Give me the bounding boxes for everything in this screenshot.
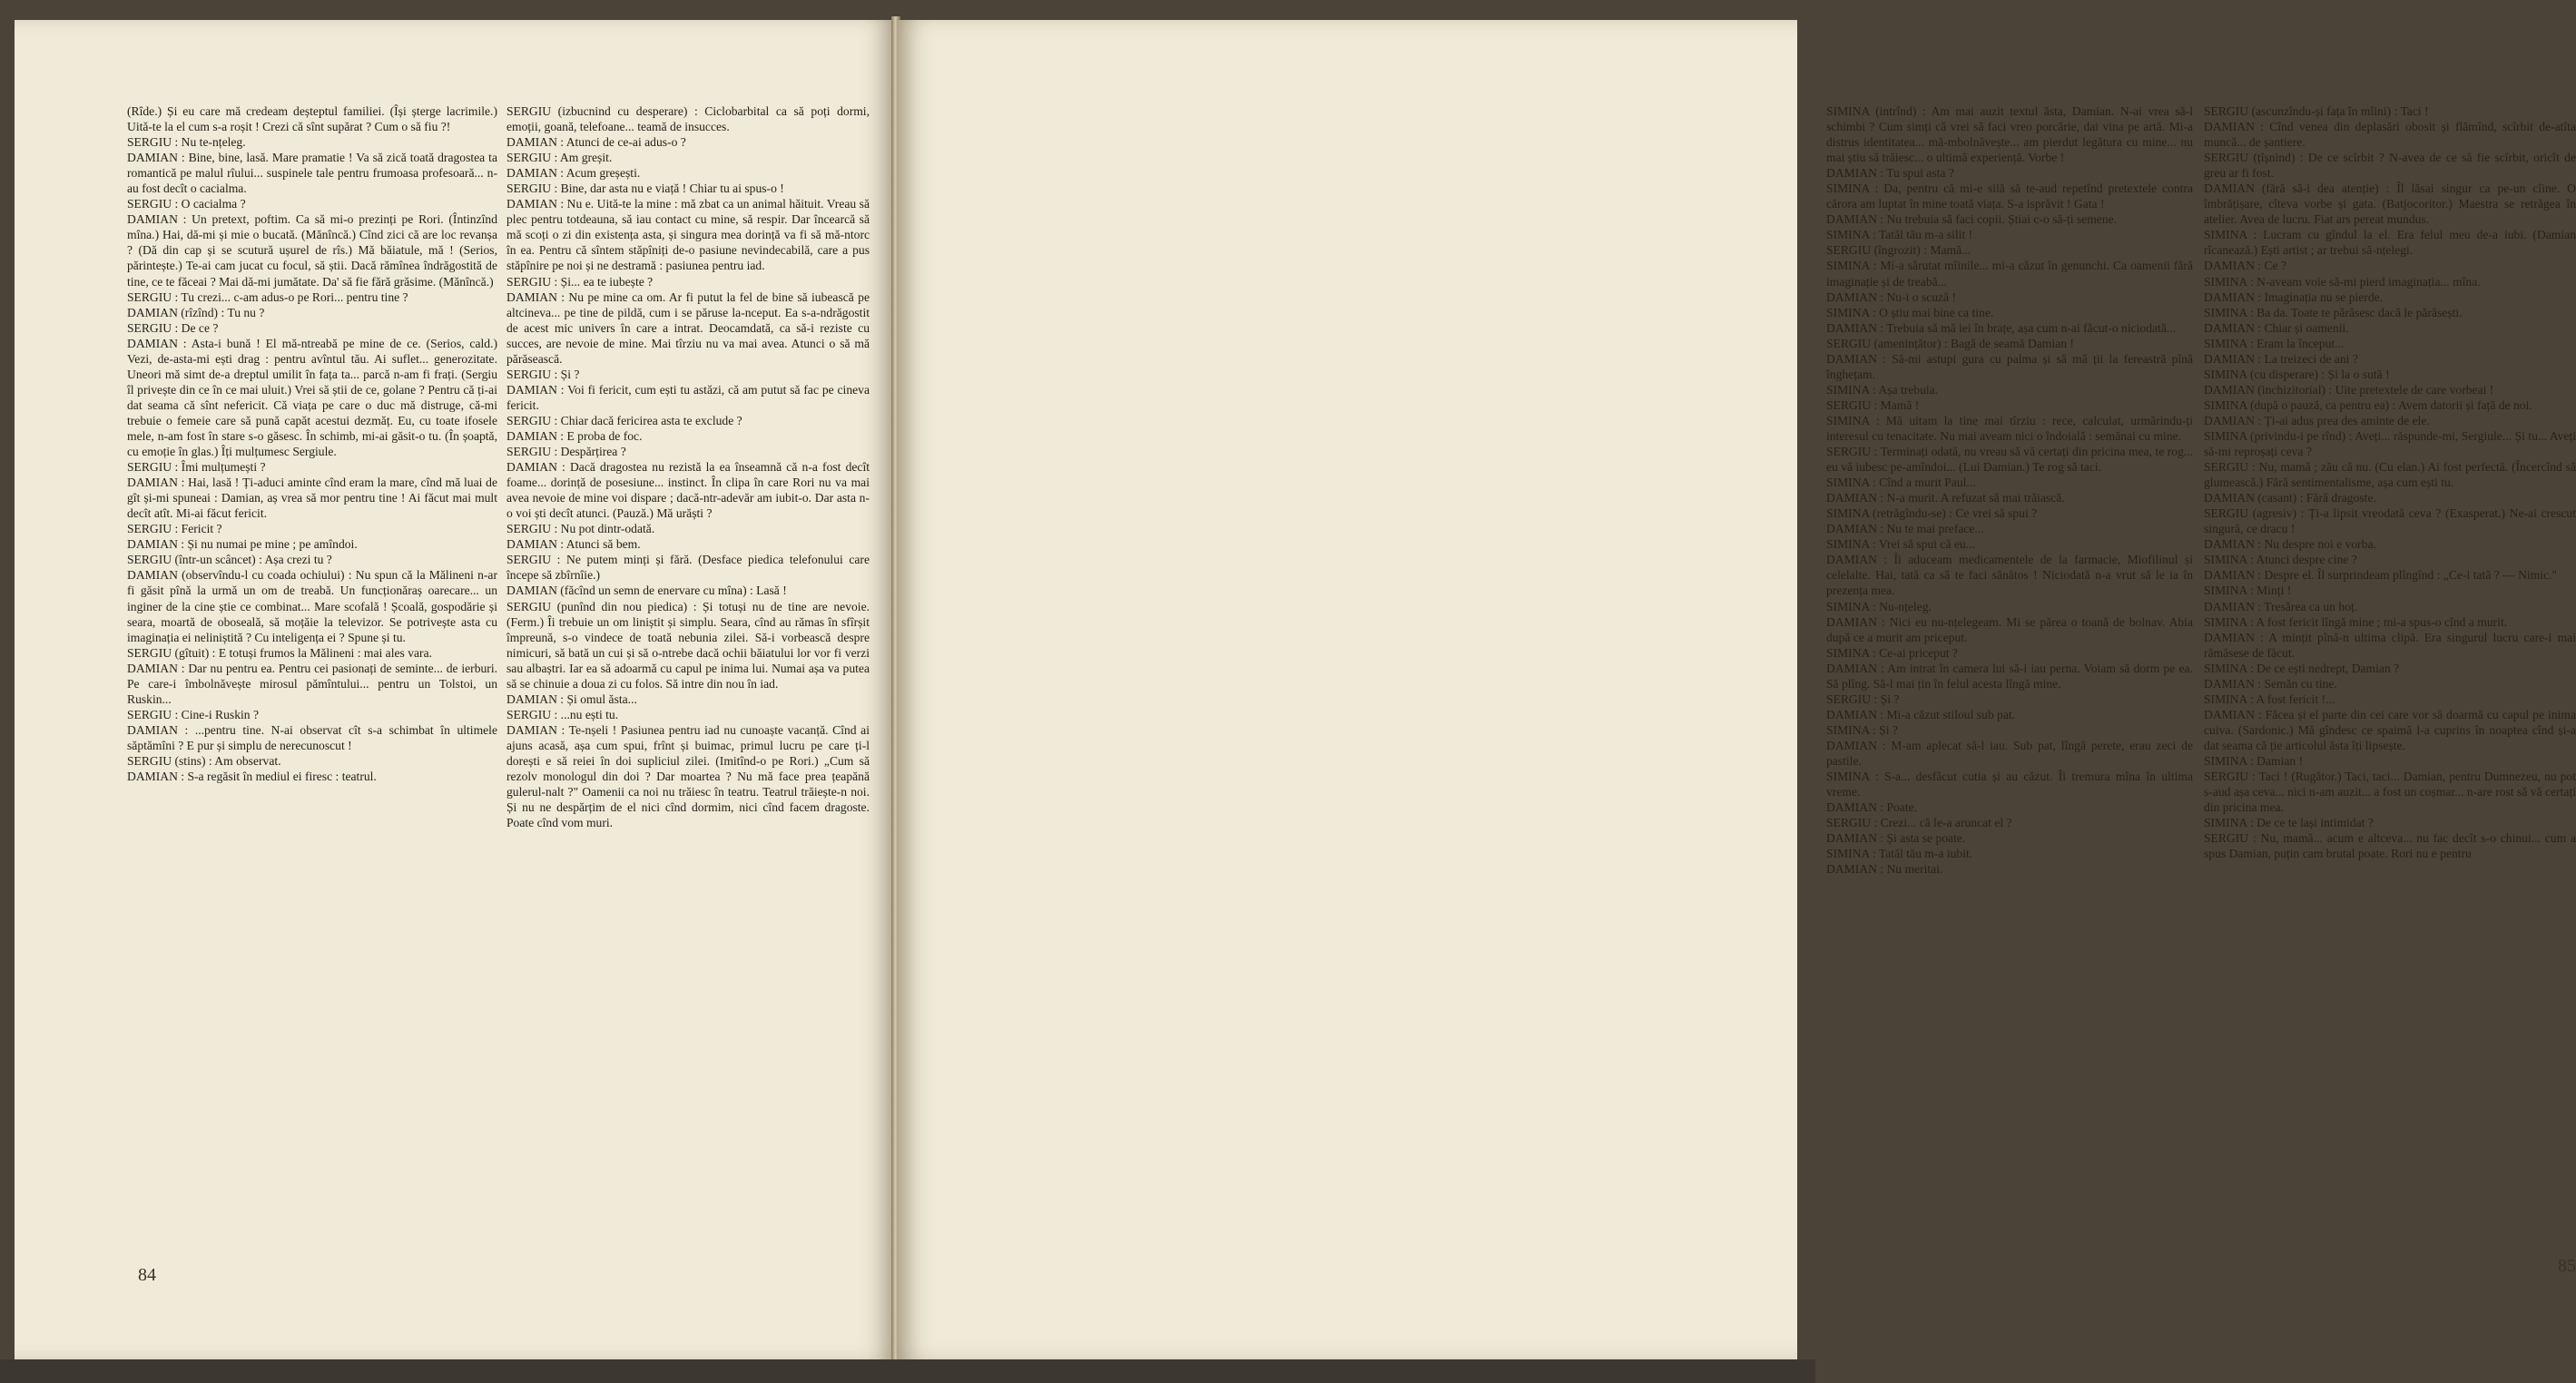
- dialogue-line: SIMINA : Nu-nțeleg.: [1826, 599, 1932, 613]
- dialogue-line: DAMIAN : Tresărea ca un hoț.: [2204, 599, 2358, 613]
- dialogue-line: SERGIU : Și ?: [506, 367, 580, 381]
- dialogue-line: DAMIAN (făcînd un semn de enervare cu mîna) : Lasă !: [506, 584, 787, 598]
- dialogue-line: DAMIAN (fără să-i dea atenție) : Îl lăsai singur ca pe-un cîine. O îmbrățișare, cîteva vorbe și gata. (Batjocoritor.) Maestra se retrăgea în atelier. Avea de lucru. Fiat ars pereat mundus.: [2204, 181, 2576, 227]
- dialogue-line: SIMINA : A fost fericit !...: [2204, 692, 2335, 706]
- dialogue-line: DAMIAN : E proba de foc.: [506, 428, 643, 443]
- dialogue-line: DAMIAN : Și omul ăsta...: [506, 692, 637, 706]
- dialogue-line: DAMIAN (casant) : Fără dragoste.: [2204, 491, 2376, 505]
- dialogue-line: SIMINA : Și ?: [1826, 722, 1898, 737]
- dialogue-line: SERGIU (gîtuit) : E totuși frumos la Mălineni : mai ales vara.: [127, 645, 433, 660]
- dialogue-line: SIMINA : S-a... desfăcut cutia și au căzut. Îi tremura mîna în ultima vreme.: [1826, 770, 2193, 799]
- dialogue-line: DAMIAN : Mi-a căzut stiloul sub pat.: [1826, 707, 2016, 721]
- dialogue-line: DAMIAN : Chiar și oamenii.: [2204, 320, 2349, 335]
- dialogue-line: (Rîde.) Și eu care mă credeam deșteptul familiei. (Își șterge lacrimile.) Uită-te la el cum s-a roșit ! Crezi că sînt supărat ? Cum o să fiu ?!: [127, 104, 497, 134]
- dialogue-line: SIMINA : Așa trebuia.: [1826, 382, 1939, 397]
- dialogue-line: DAMIAN : Și asta se poate.: [1826, 831, 1966, 846]
- dialogue-line: DAMIAN : Cînd venea din deplasări obosit și flămînd, scîrbit de-atîta muncă... de șantiere.: [2204, 120, 2576, 150]
- dialogue-line: DAMIAN (rîzînd) : Tu nu ?: [127, 305, 265, 319]
- dialogue-line: DAMIAN : Ți-ai adus prea des aminte de ele.: [2204, 413, 2430, 427]
- dialogue-line: SIMINA (cu disperare) : Și la o sută !: [2204, 367, 2390, 381]
- dialogue-line: DAMIAN : Hai, lasă ! Ți-aduci aminte cînd eram la mare, cînd mă luai de gît și-mi spuneai : Damian, aș vrea să mor pentru tine ! Ai făcut mai mult decît atît. Mi-ai făcut fericit.: [127, 476, 497, 521]
- dialogue-line: SERGIU (stins) : Am observat.: [127, 753, 281, 768]
- dialogue-line: SERGIU : Fericit ?: [127, 522, 222, 536]
- dialogue-line: DAMIAN : Nu trebuia să faci copii. Știai c-o să-ți semene.: [1826, 212, 2118, 227]
- dialogue-line: DAMIAN : A mințit pînă-n ultima clipă. Era singurul lucru care-i mai rămăsese de făcut.: [2204, 630, 2576, 660]
- dialogue-line: SIMINA : Ce-ai priceput ?: [1826, 645, 1958, 660]
- dialogue-line: SIMINA : De ce te lași intimidat ?: [2204, 816, 2374, 830]
- left-page: [15, 20, 893, 1359]
- dialogue-line: SIMINA : Tatăl tău m-a silit !: [1826, 228, 1973, 242]
- dialogue-line: SIMINA (retrăgîndu-se) : Ce vrei să spui ?: [1826, 506, 2038, 521]
- dialogue-line: DAMIAN : Bine, bine, lasă. Mare pramatie ! Va să zică toată dragostea ta romantică pe malul rîului... suspinele tale pentru frumoasa profesoară... n-au fost decît o cacialma.: [127, 151, 497, 196]
- dialogue-line: SERGIU (țîșnind) : De ce scîrbit ? N-avea de ce să fie scîrbit, oricît de greu ar fi fost.: [2204, 151, 2576, 181]
- dialogue-line: SERGIU : Cine-i Ruskin ?: [127, 707, 259, 721]
- dialogue-line: DAMIAN : Atunci de ce-ai adus-o ?: [506, 135, 686, 150]
- dialogue-line: SIMINA : Tatăl tău m-a iubit.: [1826, 847, 1973, 861]
- dialogue-line: SIMINA : A fost fericit lîngă mine ; mi-a spus-o cînd a murit.: [2204, 614, 2508, 629]
- dialogue-line: DAMIAN : ...pentru tine. N-ai observat cît s-a schimbat în ultimele săptămîni ? E pur și simplu de nerecunoscut !: [127, 722, 497, 752]
- dialogue-line: DAMIAN : Trebuia să mă iei în brațe, așa cum n-ai făcut-o niciodată...: [1826, 320, 2177, 335]
- dialogue-line: SIMINA : Da, pentru că mi-e silă să te-aud repetînd pretextele contra cărora am luptat în mine toată viața. S-a isprăvit ! Gata !: [1826, 181, 2193, 211]
- dialogue-line: SIMINA : Atunci despre cine ?: [2204, 553, 2357, 567]
- dialogue-line: SERGIU : Am greșit.: [506, 151, 613, 165]
- dialogue-line: SERGIU : Ne putem minți și fără. (Desface piedica telefonului care începe să zbîrnîie.): [506, 553, 870, 583]
- dialogue-line: SIMINA : Eram la început...: [2204, 336, 2345, 350]
- dialogue-line: SERGIU : Nu te-nțeleg.: [127, 135, 246, 150]
- dialogue-line: SERGIU : Mamă !: [1826, 397, 1920, 412]
- dialogue-line: SIMINA : Ba da. Toate te părăsesc dacă le părăsești.: [2204, 305, 2463, 319]
- dialogue-line: DAMIAN : Poate.: [1826, 800, 1918, 815]
- dialogue-line: DAMIAN : Semăn cu tine.: [2204, 676, 2337, 691]
- dialogue-line: DAMIAN : Nu-i o scuză !: [1826, 289, 1957, 304]
- dialogue-line: DAMIAN : Nu despre noi e vorba.: [2204, 537, 2376, 552]
- dialogue-line: SERGIU (amenințător) : Bagă de seamă Damian !: [1826, 336, 2074, 350]
- dialogue-line: DAMIAN : Nu meritai.: [1826, 862, 1943, 877]
- dialogue-line: SIMINA (intrînd) : Am mai auzit textul ăsta, Damian. N-ai vrea să-l schimbi ? Cum simți că vrei să faci vreo porcărie, dai vina pe artă. Mi-a distrus identitatea... mă-mbolnăvește... am pierdut legătura cu mine... nu mai știu să trăiesc... o ultimă experiență. Vorbe !: [1826, 104, 2193, 165]
- dialogue-line: SERGIU : Taci ! (Rugător.) Taci, taci... Damian, pentru Dumnezeu, nu pot s-aud așa ceva... nici n-am auzit... a fost un coșmar... n-are rost să vă certați din pricina mea.: [2204, 770, 2576, 815]
- dialogue-line: SERGIU : Despărțirea ?: [506, 445, 626, 459]
- dialogue-line: SERGIU : Și ?: [1826, 692, 1900, 706]
- dialogue-line: SERGIU : Și... ea te iubește ?: [506, 274, 654, 289]
- dialogue-line: SIMINA : De ce ești nedrept, Damian ?: [2204, 661, 2400, 675]
- dialogue-line: SERGIU (îngrozit) : Mamă...: [1826, 243, 1971, 258]
- dialogue-line: DAMIAN (inchizitorial) : Uite pretextele de care vorbeai !: [2204, 382, 2494, 397]
- book-cover-edge: [0, 1359, 1815, 1383]
- dialogue-line: SERGIU : Îmi mulțumești ?: [127, 460, 266, 475]
- left-page-number: 84: [138, 1265, 156, 1285]
- dialogue-line: DAMIAN : Am intrat în camera lui să-i iau perna. Voiam să dorm pe ea. Să plîng. Să-l mai țin în felul acesta lîngă mine.: [1826, 661, 2193, 691]
- dialogue-line: SERGIU : Nu, mamă... acum e altceva... nu fac decît s-o chinui... cum a spus Damian, puțin cam brutal poate. Rori nu e pentru: [2204, 831, 2576, 861]
- dialogue-line: DAMIAN : M-am aplecat să-l iau. Sub pat, lîngă perete, erau zeci de pastile.: [1826, 738, 2193, 768]
- dialogue-line: SERGIU : De ce ?: [127, 320, 219, 335]
- dialogue-line: SIMINA : Lucram cu gîndul la el. Era felul meu de-a iubi. (Damian rîcanează.) Ești artist ; ar trebui să-nțelegi.: [2204, 228, 2576, 258]
- dialogue-line: SIMINA : Damian !: [2204, 753, 2304, 768]
- dialogue-line: DAMIAN : Un pretext, poftim. Ca să mi-o prezinți pe Rori. (Întinzînd mîna.) Hai, dă-mi și mie o bucată. (Mănîncă.) Cînd zici că are loc revanșa ? (Dă din cap și se scutură ușurel de rîs.) Mă băiatule, mă ! (Serios, părintește.) Te-ai cam jucat cu focul, să știi. Dacă rămînea îndrăgostită de tine, ce te făceai ? Mai dă-mi jumătate. Da' să fie fără grăsime. (Mănîncă.): [127, 212, 497, 289]
- dialogue-line: DAMIAN (observîndu-l cu coada ochiului) : Nu spun că la Mălineni n-ar fi găsit pînă la urmă un om de treabă. Un funcționăraș oarecare... un inginer de la cine știe ce combinat... Mare scofală ! Școală, gospodărie și seara, moartă de oboseală, să moțăie la televizor. Se potrivește asta cu imaginația ei neliniștită ? Cu inteligența ei ? Spune și tu.: [127, 568, 497, 644]
- dialogue-line: SIMINA : Minți !: [2204, 584, 2292, 598]
- dialogue-line: DAMIAN : Îi aduceam medicamentele de la farmacie, Miofilinul și celelalte. Hai, tată ca să te faci sănătos ! Niciodată n-a vrut să le ia în prezența mea.: [1826, 553, 2193, 598]
- dialogue-line: DAMIAN : Făcea și el parte din cei care vor să doarmă cu capul pe inima cuiva. (Sardonic.) Mă gîndesc ce spaimă l-a cuprins în noaptea cînd și-a dat seama că ție articolul ăsta îți lipsește.: [2204, 707, 2576, 752]
- dialogue-line: SERGIU : Terminați odată, nu vreau să vă certați din pricina mea, te rog... eu vă iubesc pe-amîndoi... (Lui Damian.) Te rog să taci.: [1826, 445, 2193, 475]
- dialogue-line: DAMIAN : Dacă dragostea nu rezistă la ea înseamnă că n-a fost decît foame... dorință de posesiune... instinct. În clipa în care Rori nu va mai avea nevoie de mine voi dispare ; dacă-ntr-adevăr am iubit-o. Dar asta n-o voi ști decît atunci. (Pauză.) Mă urăști ?: [506, 460, 870, 521]
- dialogue-line: SERGIU (ascunzîndu-și fața în mîini) : Taci !: [2204, 104, 2429, 118]
- dialogue-line: DAMIAN : Asta-i bună ! El mă-ntreabă pe mine de ce. (Serios, cald.) Vezi, de-asta-mi ești drag : pentru avîntul tău. Ai suflet... generozitate. Uneori mă simt de-a dreptul umilit în fața ta... parcă n-am fi frați. (Sergiu îl privește din ce în ce mai uluit.) Vrei să știi de ce, golane ? Pentru că ți-ai dat seama că sînt nefericit. Că viața pe care o duc mă distruge, că-mi trebuie o femeie care să pună capăt acestui dezmăț. Eu, cu toate ifosele mele, n-am fost în stare s-o găsesc. În schimb, mi-ai găsit-o tu. (În șoaptă, cu emoție în glas.) Îți mulțumesc Sergiule.: [127, 336, 497, 459]
- left-page-column-1: [127, 103, 497, 784]
- dialogue-line: SERGIU : Nu pot dintr-odată.: [506, 522, 655, 536]
- dialogue-line: SERGIU : Nu, mamă ; zău că nu. (Cu elan.) Ai fost perfectă. (Încercînd să glumească.) Fără sentimentalisme, așa cum ești tu.: [2204, 460, 2576, 490]
- dialogue-line: SERGIU : Bine, dar asta nu e viață ! Chiar tu ai spus-o !: [506, 181, 784, 196]
- dialogue-line: SIMINA (după o pauză, ca pentru ea) : Avem datorii și față de noi.: [2204, 397, 2532, 412]
- dialogue-line: SERGIU (izbucnind cu desperare) : Ciclobarbital ca să poți dormi, emoții, goană, telefoane... teamă de insucces.: [506, 104, 870, 134]
- dialogue-line: DAMIAN : Te-nșeli ! Pasiunea pentru iad nu cunoaște vacanță. Cînd ai ajuns acasă, așa cum spui, frînt și buimac, primul lucru pe care ți-l dorești e să reiei în doi supliciul zilei. (Imitînd-o pe Rori.) „Cum să rezolv monologul din doi ? Dar moartea ? Nu mă face prea țeapănă gulerul-nalt ?" Oamenii ca noi nu trăiesc în teatru. Teatrul trăiește-n noi. Și nu ne despărțim de el nici cînd dormim, nici cînd facem dragoste. Poate cînd vom muri.: [506, 722, 870, 830]
- dialogue-line: DAMIAN : Și nu numai pe mine ; pe amîndoi.: [127, 537, 358, 552]
- dialogue-line: DAMIAN : S-a regăsit în mediul ei firesc : teatrul.: [127, 770, 377, 784]
- right-page-number: 85: [2558, 1256, 2576, 1276]
- dialogue-line: DAMIAN : Să-mi astupi gura cu palma și să mă ții la fereastră pînă înghețam.: [1826, 351, 2193, 381]
- right-page-column-2: [2204, 103, 2576, 861]
- dialogue-line: SERGIU : O cacialma ?: [127, 197, 246, 211]
- dialogue-line: DAMIAN : Nu e. Uită-te la mine : mă zbat ca un animal hăituit. Vreau să plec pentru totdeauna, să iau contact cu mine, să respir. Dar încearcă să mă scoți o zi din existența asta, și singura mea dorință va fi să mă-ntorc în ea. Pentru că sîntem stăpîniți de-o pasiune nevindecabilă, care a pus stăpînire pe noi și ne destramă : pasiunea pentru iad.: [506, 197, 870, 273]
- dialogue-line: DAMIAN : Nici eu nu-nțelegeam. Mi se părea o toană de bolnav. Abia după ce a murit am priceput.: [1826, 614, 2193, 644]
- left-page-column-2: [506, 103, 870, 830]
- dialogue-line: SERGIU : Chiar dacă fericirea asta te exclude ?: [506, 413, 742, 427]
- dialogue-line: SIMINA : N-aveam voie să-mi pierd imaginația... mîna.: [2204, 274, 2481, 289]
- dialogue-line: SIMINA : Vrei să spui că eu...: [1826, 537, 1975, 552]
- dialogue-line: SERGIU : ...nu ești tu.: [506, 707, 619, 721]
- dialogue-line: DAMIAN : Atunci să bem.: [506, 537, 641, 552]
- dialogue-line: DAMIAN : Voi fi fericit, cum ești tu astăzi, că am putut să fac pe cineva fericit.: [506, 382, 870, 412]
- right-page-column-1: [1826, 103, 2193, 877]
- dialogue-line: SERGIU (agresiv) : Ți-a lipsit vreodată ceva ? (Exasperat.) Ne-ai crescut singură, ce dracu !: [2204, 506, 2576, 536]
- dialogue-line: DAMIAN : Ce ?: [2204, 259, 2286, 273]
- dialogue-line: SERGIU (într-un scâncet) : Așa crezi tu ?: [127, 553, 332, 567]
- dialogue-line: DAMIAN : Nu te mai preface...: [1826, 522, 1984, 536]
- dialogue-line: SIMINA : Mă uitam la tine mai tîrziu : rece, calculat, urmărindu-ți interesul cu tenacitate. Nu mai aveam nici o îndoială : semănai cu mine.: [1826, 413, 2193, 443]
- dialogue-line: SERGIU : Tu crezi... c-am adus-o pe Rori... pentru tine ?: [127, 289, 408, 304]
- dialogue-line: SIMINA : Cînd a murit Paul...: [1826, 476, 1976, 490]
- dialogue-line: SIMINA : O știu mai bine ca tine.: [1826, 305, 1994, 319]
- dialogue-line: DAMIAN : La treizeci de ani ?: [2204, 351, 2358, 366]
- dialogue-line: DAMIAN : Dar nu pentru ea. Pentru cei pasionați de seminte... de ierburi. Pe care-i îmbolnăvește mirosul pămîntului... pentru un Tolstoi, un Ruskin...: [127, 661, 497, 706]
- dialogue-line: SIMINA (privindu-i pe rînd) : Aveți... răspunde-mi, Sergiule... Și tu... Aveți să-mi reproșați ceva ?: [2204, 428, 2576, 459]
- dialogue-line: SERGIU : Crezi... că le-a aruncat el ?: [1826, 816, 2012, 830]
- dialogue-line: DAMIAN : Despre el. Îl surprindeam plîngînd : „Ce-i tată ? — Nimic.": [2204, 568, 2558, 583]
- dialogue-line: DAMIAN : Acum greșești.: [506, 166, 641, 181]
- dialogue-line: DAMIAN : Tu spui asta ?: [1826, 166, 1954, 181]
- dialogue-line: SIMINA : Mi-a sărutat mîinile... mi-a căzut în genunchi. Ca oamenii fără imaginație și de treabă...: [1826, 259, 2193, 289]
- dialogue-line: SERGIU (punînd din nou piedica) : Și totuși nu de tine are nevoie. (Ferm.) Îi trebuie un om liniștit și simplu. Seara, cînd au rămas în sfîrșit împreună, s-o vindece de toată nebunia zilei. Să-i vorbească despre nimicuri, să bată un cui și să o-ntrebe dacă ochii băiatului lor vor fi verzi sau albaștri. Iar ea să adoarmă cu capul pe inima lui. Numai așa va putea să se chinuie a doua zi cu folos. Să intre din nou în iad.: [506, 599, 870, 691]
- right-page: [897, 20, 2576, 1359]
- dialogue-line: DAMIAN : N-a murit. A refuzat să mai trăiască.: [1826, 491, 2065, 505]
- dialogue-line: DAMIAN : Nu pe mine ca om. Ar fi putut la fel de bine să iubească pe altcineva... pe tine de pildă, cum i se păruse la-nceput. Ea s-a-ndrăgostit de acest mic univers în care a intrat. Deocamdată, ca să-i reziste cu succes, are nevoie de mine. Mai tîrziu nu va mai avea. Atunci o să mă părăsească.: [506, 289, 870, 366]
- dialogue-line: DAMIAN : Imaginația nu se pierde.: [2204, 289, 2384, 304]
